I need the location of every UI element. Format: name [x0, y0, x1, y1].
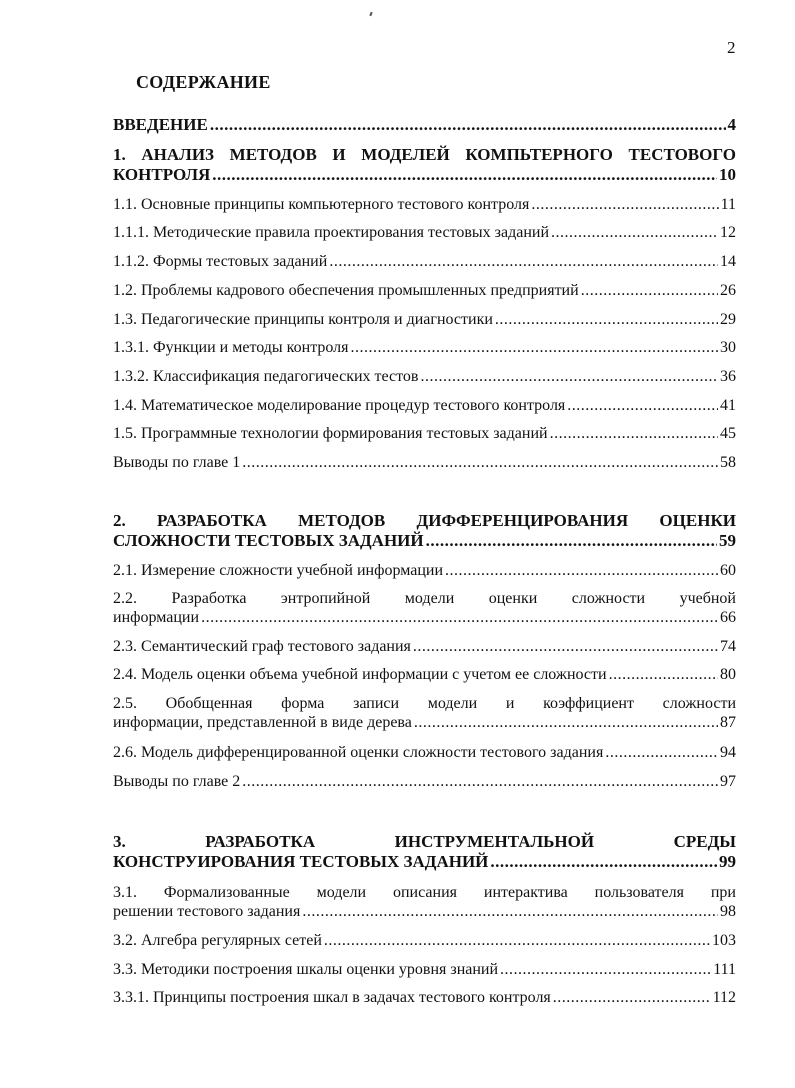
- dot-leader: [581, 282, 718, 300]
- toc-chapter-2-line-1: 2. РАЗРАБОТКА МЕТОДОВ ДИФФЕРЕНЦИРОВАНИЯ ОЦЕНКИ: [113, 511, 736, 530]
- dot-leader: [495, 311, 718, 329]
- dot-leader: [551, 224, 718, 242]
- dot-leader: [210, 116, 726, 134]
- toc-entry-2-2-line-2: информации ..... 66: [113, 609, 736, 627]
- dot-leader: [426, 532, 717, 550]
- dot-leader: [550, 425, 718, 443]
- toc-chapter-1-line-1: 1. АНАЛИЗ МЕТОДОВ И МОДЕЛЕЙ КОМПЬТЕРНОГО ТЕСТОВОГО: [113, 145, 736, 164]
- toc-entry-1-4: 1.4. Математическое моделирование процедур тестового контроля ..... 41: [113, 397, 736, 415]
- dot-leader: [413, 638, 718, 656]
- dot-leader: [490, 853, 717, 871]
- dot-leader: [445, 562, 718, 580]
- dot-leader: [414, 714, 718, 732]
- toc-entry-2-5-line-1: 2.5. Обобщенная форма записи модели и коэффициент сложности: [113, 695, 736, 712]
- toc-chapter-3-line-1: 3. РАЗРАБОТКА ИНСТРУМЕНТАЛЬНОЙ СРЕДЫ: [113, 832, 736, 851]
- toc-entry-1-5: 1.5. Программные технологии формирования тестовых заданий ..... 45: [113, 425, 736, 443]
- toc-entry-3-1-line-2: решении тестового задания ..... 98: [113, 903, 736, 921]
- dot-leader: [605, 744, 718, 762]
- toc-entry-2-6: 2.6. Модель дифференцированной оценки сложности тестового задания ..... 94: [113, 744, 736, 762]
- toc-title: СОДЕРЖАНИЕ: [136, 72, 271, 92]
- toc-entry-2-3: 2.3. Семантический граф тестового задания ..... 74: [113, 638, 736, 656]
- toc-entry-conclusions-1: Выводы по главе 1 ..... 58: [113, 454, 736, 472]
- dot-leader: [531, 196, 718, 214]
- toc-entry-1-1-1: 1.1.1. Методические правила проектирования тестовых заданий ..... 12: [113, 224, 736, 242]
- toc-entry-1-3-1: 1.3.1. Функции и методы контроля ..... 30: [113, 339, 736, 357]
- dot-leader: [609, 666, 718, 684]
- toc-entry-3-3: 3.3. Методики построения шкалы оценки уровня знаний ..... 111: [113, 961, 736, 979]
- toc-entry-3-1-line-1: 3.1. Формализованные модели описания интерактива пользователя при: [113, 884, 736, 901]
- dot-leader: [351, 339, 718, 357]
- toc-entry-1-1: 1.1. Основные принципы компьютерного тестового контроля ..... 11: [113, 196, 736, 214]
- dot-leader: [302, 903, 718, 921]
- toc-chapter-1-line-2: КОНТРОЛЯ ..... 10: [113, 166, 736, 184]
- dot-leader: [201, 609, 718, 627]
- toc-chapter-3-line-2: КОНСТРУИРОВАНИЯ ТЕСТОВЫХ ЗАДАНИЙ ..... 99: [113, 853, 736, 871]
- dot-leader: [500, 961, 711, 979]
- scan-speck: [369, 12, 372, 16]
- dot-leader: [567, 397, 718, 415]
- dot-leader: [420, 368, 718, 386]
- toc-entry-1-2: 1.2. Проблемы кадрового обеспечения промышленных предприятий ..... 26: [113, 282, 736, 300]
- toc-entry-2-1: 2.1. Измерение сложности учебной информации ..... 60: [113, 562, 736, 580]
- page-number: 2: [727, 38, 736, 57]
- toc-entry-3-2: 3.2. Алгебра регулярных сетей ..... 103: [113, 932, 736, 950]
- dot-leader: [329, 253, 718, 271]
- toc-entry-1-3-2: 1.3.2. Классификация педагогических тестов ..... 36: [113, 368, 736, 386]
- toc-entry-2-4: 2.4. Модель оценки объема учебной информации с учетом ее сложности ..... 80: [113, 666, 736, 684]
- dot-leader: [242, 773, 718, 791]
- toc-entry-2-2-line-1: 2.2. Разработка энтропийной модели оценки сложности учебной: [113, 590, 736, 607]
- dot-leader: [324, 932, 710, 950]
- dot-leader: [212, 166, 717, 184]
- dot-leader: [553, 989, 711, 1007]
- toc-entry-1-3: 1.3. Педагогические принципы контроля и диагностики ..... 29: [113, 311, 736, 329]
- toc-entry-3-3-1: 3.3.1. Принципы построения шкал в задачах тестового контроля ..... 112: [113, 989, 736, 1007]
- toc-chapter-2-line-2: СЛОЖНОСТИ ТЕСТОВЫХ ЗАДАНИЙ ..... 59: [113, 532, 736, 550]
- toc-entry-intro: ВВЕДЕНИЕ ..... 4: [113, 116, 736, 134]
- dot-leader: [242, 454, 718, 472]
- toc-entry-conclusions-2: Выводы по главе 2 ..... 97: [113, 773, 736, 791]
- toc-entry-1-1-2: 1.1.2. Формы тестовых заданий ..... 14: [113, 253, 736, 271]
- toc-entry-2-5-line-2: информации, представленной в виде дерева ..... 87: [113, 714, 736, 732]
